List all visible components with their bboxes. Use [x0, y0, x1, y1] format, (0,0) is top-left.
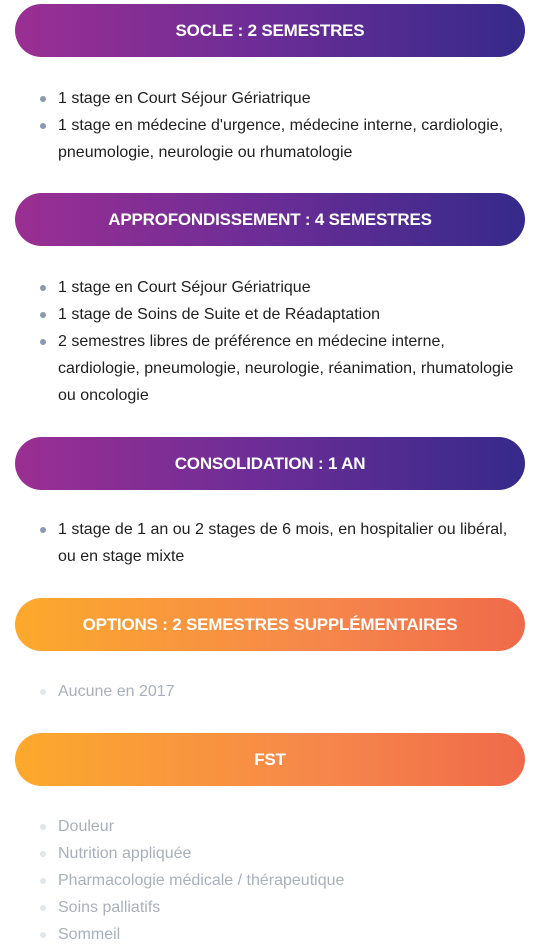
list-item: Soins palliatifs	[0, 894, 544, 921]
approfondissement-list	[0, 274, 544, 409]
section-header-options	[15, 598, 525, 651]
list-item: Pharmacologie médicale / thérapeutique	[0, 867, 544, 894]
options-list	[0, 678, 544, 705]
bullet-icon	[40, 905, 46, 911]
bullet-icon	[40, 123, 46, 129]
list-item: 1 stage en médecine d'urgence, médecine interne, cardiologie, pneumologie, neurologie ou rhumatologie	[0, 112, 544, 166]
section-title: CONSOLIDATION : 1 AN	[174, 453, 366, 473]
section-title: FST	[254, 749, 286, 769]
section-header-consolidation	[15, 437, 525, 490]
list-item: Aucune en 2017	[0, 678, 544, 705]
list-item: 1 stage en Court Séjour Gériatrique	[0, 85, 544, 112]
section-title: APPROFONDISSEMENT : 4 SEMESTRES	[108, 209, 432, 229]
section-header-socle	[15, 4, 525, 57]
socle-list	[0, 85, 544, 166]
list-item: 1 stage de Soins de Suite et de Réadaptation	[0, 301, 544, 328]
bullet-icon	[40, 824, 46, 830]
bullet-icon	[40, 689, 46, 695]
list-item: 1 stage de 1 an ou 2 stages de 6 mois, en hospitalier ou libéral, ou en stage mixte	[0, 516, 544, 570]
bullet-icon	[40, 285, 46, 291]
bullet-icon	[40, 851, 46, 857]
section-title: SOCLE : 2 SEMESTRES	[175, 20, 365, 40]
bullet-icon	[40, 96, 46, 102]
section-title: OPTIONS : 2 SEMESTRES SUPPLÉMENTAIRES	[82, 614, 458, 634]
list-item: Nutrition appliquée	[0, 840, 544, 867]
bullet-icon	[40, 932, 46, 938]
section-header-approfondissement	[15, 193, 525, 246]
bullet-icon	[40, 312, 46, 318]
bullet-icon	[40, 527, 46, 533]
list-item: 1 stage en Court Séjour Gériatrique	[0, 274, 544, 301]
list-item: 2 semestres libres de préférence en médecine interne, cardiologie, pneumologie, neurologie, réanimation, rhumatologie ou oncologie	[0, 328, 544, 409]
fst-list	[0, 813, 544, 948]
bullet-icon	[40, 878, 46, 884]
section-header-fst	[15, 733, 525, 786]
bullet-icon	[40, 339, 46, 345]
consolidation-list	[0, 516, 544, 570]
list-item: Sommeil	[0, 921, 544, 948]
list-item: Douleur	[0, 813, 544, 840]
